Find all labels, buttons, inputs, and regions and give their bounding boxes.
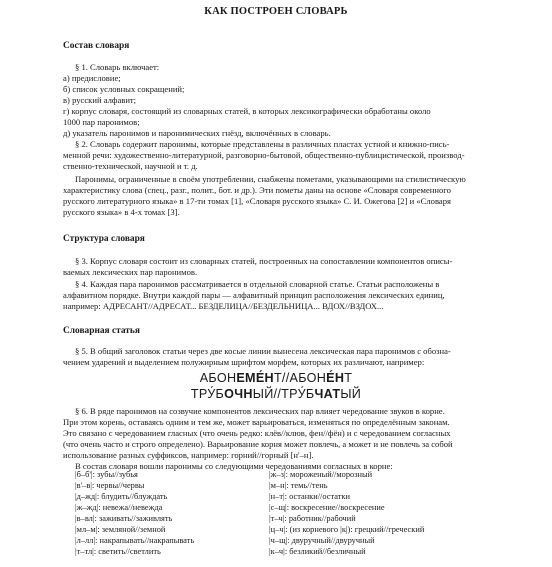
paragraph-line: например: АДРЕСАНТ//АДРЕСАТ... БЕЗДЕЛИЦА//БЕЗДЕЛЬНИЦА... ВДОХ//ВЗДОХ... <box>63 301 384 311</box>
paragraph-line: а) предисловие; <box>63 73 121 83</box>
paragraph-line: русского литературного языка» в 17-ти томах [1], «Словаря русского языка» С. И. Ожегова [2] и «Словаря <box>63 196 451 206</box>
paragraph-line: ваемых лексических пар паронимов. <box>63 267 198 277</box>
example-headword: ТРУ́БОЧНЫЙ//ТРУ́БЧАТЫЙ <box>190 387 362 401</box>
table-row: |ж–жд|: невежа//невежда |с–щ|: воскресение//воскресение <box>75 503 385 512</box>
paragraph-line: При этом корень, оставаясь одним и тем же, может варьироваться, изменяться по определённым законам. <box>63 417 450 427</box>
table-row: |д–жд|: блудить//блуждать |н–т|: останки//остатки <box>75 492 350 501</box>
paragraph-line: в) русский алфавит; <box>63 95 137 105</box>
paragraph-line: д) указатель паронимов и паронимических гнёзд, включённых в словарь. <box>63 128 331 138</box>
example-headword: АБОНЕМЕ́НТ//АБОНЕ́НТ <box>199 371 353 385</box>
paragraph-line: русского языка» в 4-х томах [3]. <box>63 207 180 217</box>
paragraph-line: § 1. Словарь включает: <box>75 62 160 72</box>
table-row: |л–лл|: накрапывать//накрапывать |ч–щ|: двуручный//двуручный <box>75 536 375 545</box>
paragraph-line: менной речи: художественно-литературной, разговорно-бытовой, общественно-публицистической, производ- <box>63 150 465 160</box>
paragraph-line: Паронимы, ограниченные в своём употреблении, снабжены пометами, указывающими на стилистическую <box>75 174 466 184</box>
paragraph-line: § 4. Каждая пара паронимов рассматривается в отдельной словарной статье. Статьи расположены в <box>75 279 440 289</box>
paragraph-line: Это связано с чередованием гласных (что очень редко: клёв//клюв, фен//фён) и с чередованием согласных <box>63 428 451 438</box>
paragraph-line: (что очень часто и строго определено). Варьирование корня может повлечь, а может и не повлечь за собой <box>63 439 453 449</box>
section-heading-entry: Словарная статья <box>63 326 140 336</box>
paragraph-line: г) корпус словаря, состоящий из словарных статей, в которых лексикографически обработаны около <box>63 106 431 116</box>
paragraph-line: 1000 пар паронимов; <box>63 117 140 127</box>
paragraph-line: использование разных суффиксов, например: горний//горный [н'–н]. <box>63 450 314 460</box>
table-row: |мл–м|: земляной//земной |ц–ч|: (из корневого |к|): грецкий//греческий <box>75 525 425 534</box>
paragraph-line: § 6. В ряде паронимов на созвучие компонентов лексических пар влияет чередование звуков в корне. <box>75 406 445 416</box>
paragraph-line: § 3. Корпус словаря состоит из словарных статей, построенных на сопоставлении компонентов описы- <box>75 256 453 266</box>
paragraph-line: алфавитном порядке. Внутри каждой пары — алфавитный принцип расположения лексических единиц, <box>63 290 445 300</box>
paragraph-line: ственно-технической, научной и т. д. <box>63 161 198 171</box>
paragraph-line: б) список условных сокращений; <box>63 84 185 94</box>
paragraph-line: чением ударений и выделением полужирным шрифтом морфем, которых их различают, например: <box>63 357 425 367</box>
paragraph-line: § 5. В общий заголовок статьи через две косые линии вынесена лексическая пара паронимов с обозна- <box>75 346 451 356</box>
paragraph-line: характеристику слова (спец., разг., полит., бот. и др.). Эти пометы даны на основе «Словаря современного <box>63 185 451 195</box>
table-row: |т–тл|: светить//светлить |к–ч|: безликий//безличный <box>75 547 366 556</box>
page-title: КАК ПОСТРОЕН СЛОВАРЬ <box>204 6 348 17</box>
table-row: |в–вл|: заживать//заживлять |т–ч|: работник//рабочий <box>75 514 356 523</box>
paragraph-line: § 2. Словарь содержит паронимы, которые представлены в различных пластах устной и книжно-пись- <box>75 139 450 149</box>
table-row: |б–б'|: зубы//зубья |ж–з|: мороженый//морозный <box>75 470 373 479</box>
paragraph-line: В состав словаря вошли паронимы со следующими чередованиями согласных в корне: <box>75 461 393 471</box>
section-heading-structure: Структура словаря <box>63 234 145 244</box>
section-heading-composition: Состав словаря <box>63 41 130 51</box>
table-row: |в'–в|: червы//червы |м–н|: темь//тень <box>75 481 328 490</box>
